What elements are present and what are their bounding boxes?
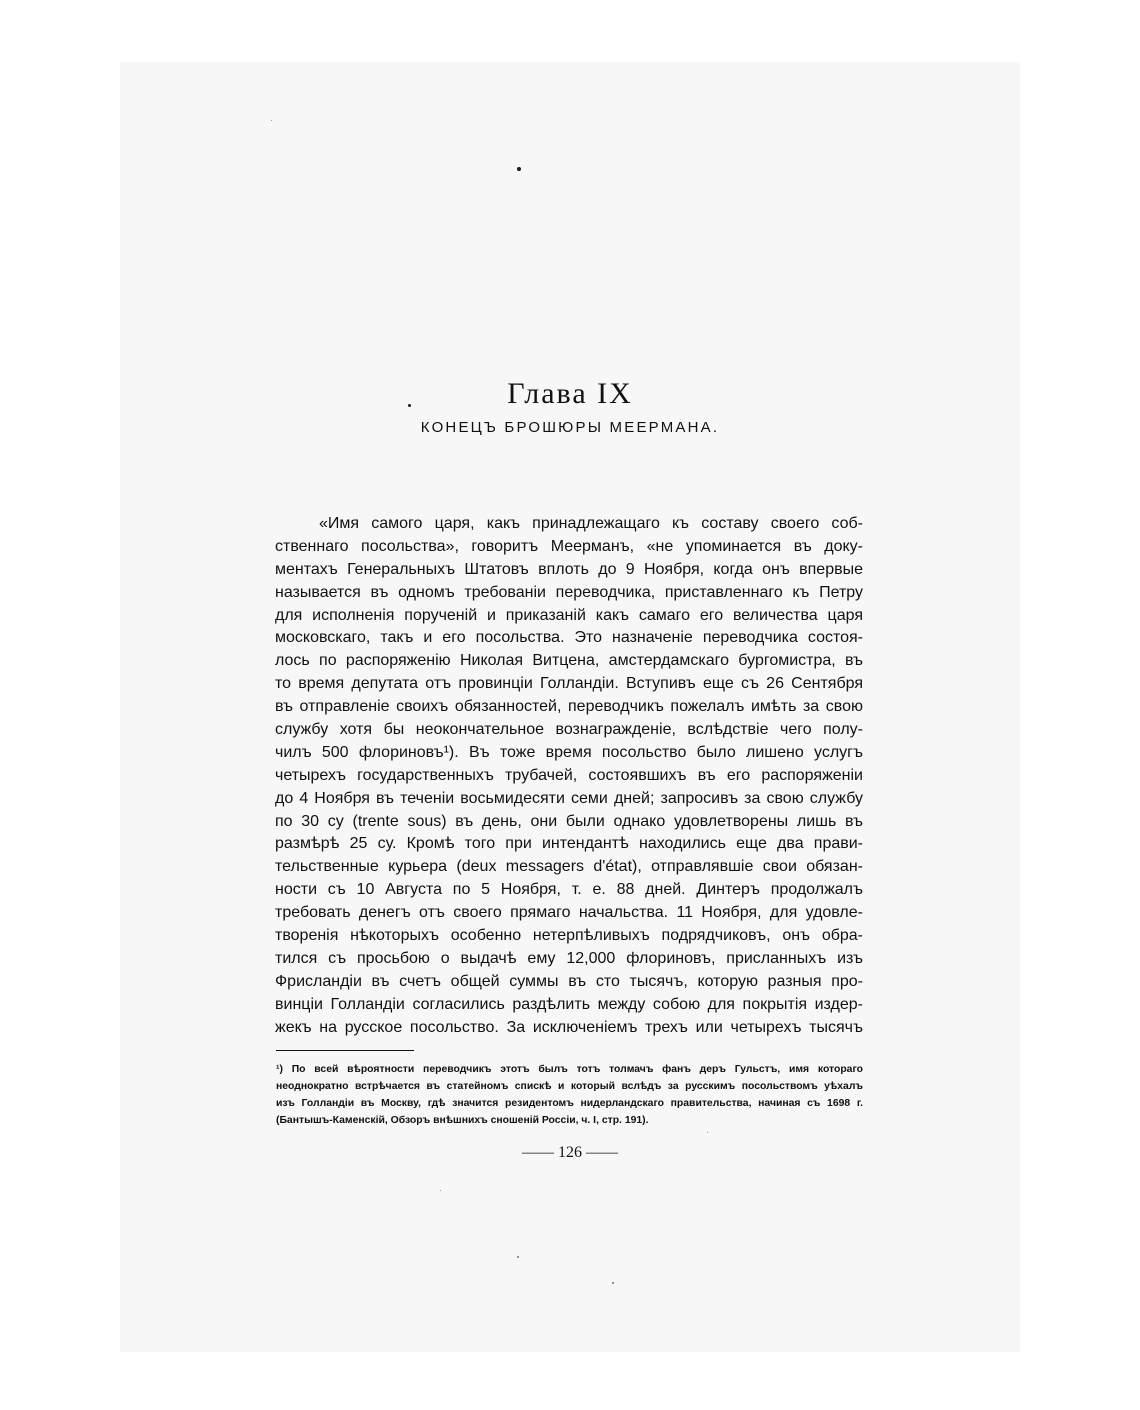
body-line: жекъ на русское посольство. За исключеніемъ трехъ или четырехъ тысячъ bbox=[275, 1018, 863, 1036]
scan-speck bbox=[612, 1282, 614, 1284]
footnotes bbox=[276, 1061, 863, 1129]
scan-speck bbox=[440, 1190, 441, 1191]
body-line: лось по распоряженію Николая Витцена, амстердамскаго бургомистра, въ bbox=[275, 652, 863, 670]
body-line: ственнаго посольства», говоритъ Меерманъ, «не упоминается въ доку- bbox=[275, 537, 863, 555]
body-line: службу хотя бы неокончательное вознагражденіе, вслѣдствіе чего полу- bbox=[275, 721, 863, 739]
chapter-title: Глава IX bbox=[507, 377, 633, 410]
body-line: «Имя самого царя, какъ принадлежащаго къ составу своего соб- bbox=[319, 515, 863, 532]
body-line: то время депутата отъ провинціи Голландіи. Вступивъ еще съ 26 Сентября bbox=[275, 675, 863, 693]
body-line: размѣрѣ 25 су. Кромѣ того при интендантѣ находились еще два прави- bbox=[275, 835, 863, 853]
page-number: —— 126 —— bbox=[522, 1144, 618, 1161]
body-line: въ отправленіе своихъ обязанностей, переводчикъ пожелалъ имѣть за свою bbox=[275, 698, 863, 716]
body-line: требовать денегъ отъ своего прямаго начальства. 11 Ноября, для удовле- bbox=[275, 904, 863, 922]
body-line: Фрисландіи въ счетъ общей суммы въ сто тысячъ, которую разныя про- bbox=[275, 972, 863, 990]
body-line: тился съ просьбою о выдачѣ ему 12,000 флориновъ, присланныхъ изъ bbox=[275, 949, 863, 967]
body-line: по 30 су (trente sous) въ день, они были однако удовлетворены лишь въ bbox=[275, 812, 863, 830]
scan-speck bbox=[517, 1256, 519, 1258]
body-line: до 4 Ноября въ теченіи восьмидесяти семи дней; запросивъ за свою службу bbox=[275, 789, 863, 807]
scan-speck bbox=[517, 167, 521, 171]
footnote-line: (Бантышъ-Каменскій, Обзоръ внѣшнихъ сношеній Россіи, ч. I, стр. 191). bbox=[276, 1115, 649, 1126]
footnote-line: ¹) По всей вѣроятности переводчикъ этотъ былъ тотъ толмачъ фанъ деръ Гульстъ, имя котораго bbox=[276, 1064, 863, 1075]
body-line: для исполненія порученій и приказаній какъ самаго его величества царя bbox=[275, 606, 863, 624]
body-line: четырехъ государственныхъ трубачей, состоявшихъ въ его распоряженіи bbox=[275, 766, 863, 784]
body-line: творенія нѣкоторыхъ особенно нетерпѣливыхъ подрядчиковъ, онъ обра- bbox=[275, 927, 863, 945]
footnote-line: изъ Голландіи въ Москву, гдѣ значится резидентомъ нидерландскаго правительства, начиная съ 1698 г. bbox=[276, 1098, 863, 1109]
chapter-subtitle: КОНЕЦЪ БРОШЮРЫ МЕЕРМАНА. bbox=[420, 419, 720, 436]
scan-speck bbox=[707, 1132, 708, 1133]
footnote-line: неоднократно встрѣчается въ статейномъ спискѣ и который вслѣдъ за русскимъ посольствомъ уѣхалъ bbox=[276, 1081, 863, 1092]
body-line: тельственные курьера (deux messagers d'état), отправлявшіе свои обязан- bbox=[275, 858, 863, 876]
body-line: называется въ одномъ требованіи переводчика, приставленнаго къ Петру bbox=[275, 583, 863, 601]
body-text bbox=[275, 513, 863, 1039]
body-line: ментахъ Генеральныхъ Штатовъ вплоть до 9 Ноября, когда онъ впервые bbox=[275, 560, 863, 578]
scan-speck bbox=[271, 120, 272, 121]
body-line: ности съ 10 Августа по 5 Ноября, т. е. 88 дней. Динтеръ продолжалъ bbox=[275, 881, 863, 899]
footnote-divider bbox=[276, 1050, 414, 1051]
body-line: чилъ 500 флориновъ¹). Въ тоже время посольство было лишено услугъ bbox=[275, 743, 863, 761]
body-line: винціи Голландіи согласились раздѣлить между собою для покрытія издер- bbox=[275, 995, 863, 1013]
body-line: московскаго, такъ и его посольства. Это назначеніе переводчика состоя- bbox=[275, 629, 863, 647]
